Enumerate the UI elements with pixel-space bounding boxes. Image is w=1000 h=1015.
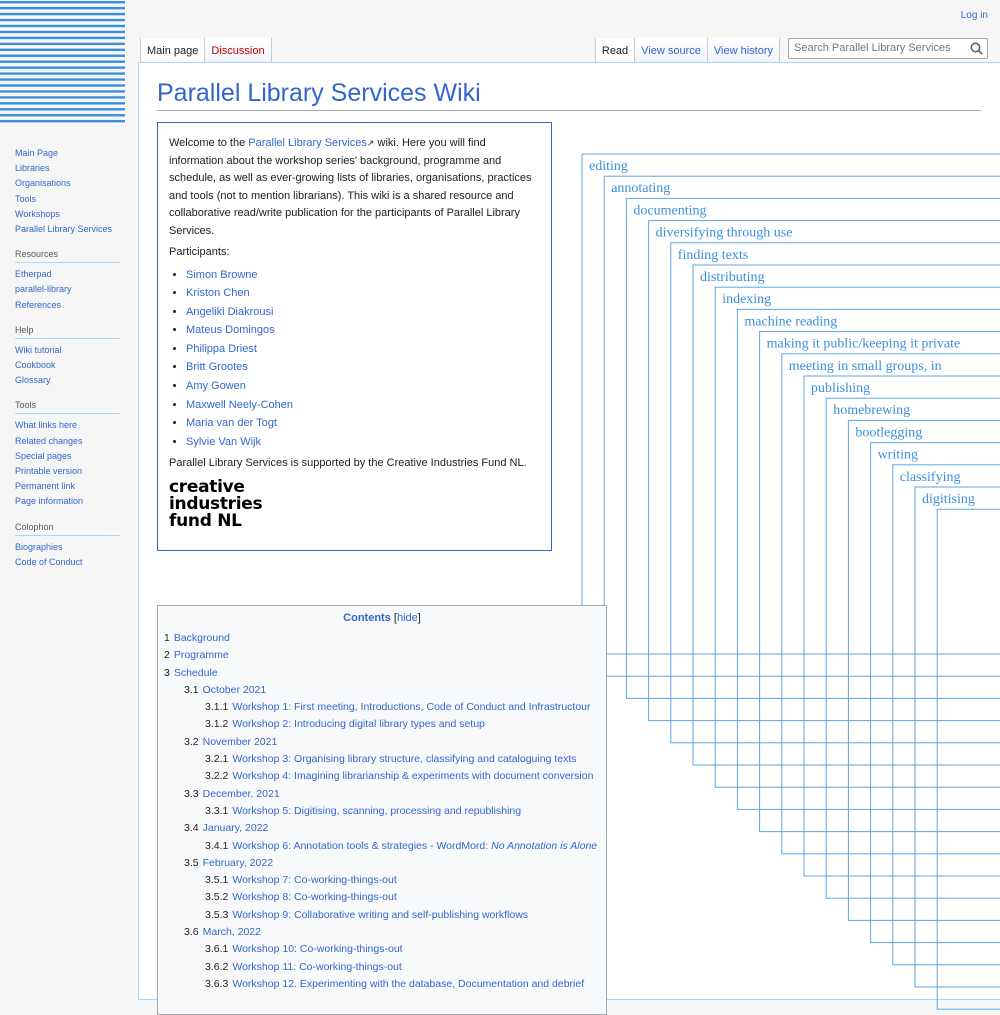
content-area [138,62,1000,1000]
sidebar-item-page-information[interactable]: Page information [15,496,84,507]
funder-logo-line: industries [169,493,263,514]
toc-link[interactable]: March, 2022 [202,926,261,939]
search-input[interactable] [788,38,988,59]
sidebar-item-parallel-library[interactable]: parallel-library [15,284,72,295]
toc-number: 3.5.1 [205,874,229,887]
toc-entry[interactable] [164,872,600,889]
logo-stripe [0,90,125,92]
logo-stripe [0,7,125,9]
toc-number: 3.6 [184,926,199,939]
sidebar-item-glossary[interactable]: Glossary [15,375,51,386]
toc-link[interactable]: December, 2021 [202,787,280,800]
diagram-word: bootlegging [855,425,923,441]
namespace-tabs [140,38,272,63]
toc-link[interactable]: Workshop 10: Co-working-things-out [232,943,403,956]
sidebar-item-parallel-library-services[interactable]: Parallel Library Services [15,224,113,235]
sidebar-item-cookbook[interactable]: Cookbook [15,360,56,371]
toc-link[interactable]: Workshop 11: Co-working-things-out [232,960,402,973]
tab-discussion[interactable]: Discussion [205,38,271,63]
search-icon[interactable] [970,42,983,55]
tab-main-page[interactable]: Main page [140,38,205,63]
tab-view-source[interactable]: View source [635,38,708,63]
logo-stripe [0,1,125,3]
participant-link[interactable]: Philippa Driest [186,342,257,355]
participant-item [186,340,540,359]
table-of-contents [157,605,607,1015]
toc-entry[interactable] [164,941,600,958]
sidebar-item-permanent-link[interactable]: Permanent link [15,481,76,492]
logo-stripe [0,108,125,110]
external-link-icon: ↗ [366,138,375,148]
support-text: Parallel Library Services is supported by the Creative Industries Fund NL. [169,457,527,470]
diagram-word: machine reading [744,314,838,330]
diagram-word: indexing [722,292,772,308]
sidebar-item-organisations[interactable]: Organisations [15,178,71,189]
diagram-word: digitising [922,492,975,507]
toc-entry[interactable] [164,838,600,855]
logo-stripe [0,49,125,51]
logo-stripe [0,120,125,122]
diagram-frame [937,509,1000,1009]
parallel-library-services-link[interactable]: Parallel Library Services [248,137,367,149]
page-title: Parallel Library Services Wiki [157,79,981,111]
toc-number: 3.3 [184,787,199,800]
toc-number: 3.2 [184,735,199,748]
sidebar-item-what-links-here[interactable]: What links here [15,420,78,431]
toc-link[interactable]: Background [173,632,230,644]
toc-number: 3.5.2 [205,891,229,904]
participant-link[interactable]: Mateus Domingos [186,324,275,337]
sidebar-item-tools[interactable]: Tools [15,193,37,204]
sidebar-item-related-changes[interactable]: Related changes [15,435,83,446]
diagram-frame [604,176,1000,676]
participant-item [186,358,540,377]
toc-entry[interactable] [164,786,600,803]
toc-entry[interactable] [164,889,600,906]
logo-stripe [0,37,125,39]
toc-number: 3.6.3 [205,977,229,990]
toc-entry[interactable] [164,630,600,647]
logo-stripe [0,25,125,27]
toc-link[interactable]: Workshop 9: Collaborative writing and self-publishing workflows [232,908,529,921]
toc-entry[interactable] [164,820,600,837]
participant-link[interactable]: Maxwell Neely-Cohen [186,398,293,411]
participant-link[interactable]: Sylvie Van Wijk [186,435,261,448]
toc-list [164,630,600,993]
search-placeholder: Search Parallel Library Services [794,42,951,54]
diagram-word: finding texts [677,247,749,263]
participant-item [186,321,540,340]
toc-number: 3.4.1 [205,839,229,852]
toc-link[interactable]: Workshop 12. Experimenting with the database, Documentation and debrief [232,977,585,990]
toc-number: 3.4 [184,822,199,835]
toc-link[interactable]: Workshop 7: Co-working-things-out [232,874,397,887]
toc-link-italic[interactable]: No Annotation is Alone [491,839,598,852]
logo-stripe [0,61,125,63]
toc-entry[interactable] [164,716,600,733]
logo-stripe [0,84,125,86]
logo-stripe [0,114,125,116]
toc-hide-link[interactable]: hide [396,612,418,624]
portal-heading-tools: Tools [15,400,120,414]
portal-heading-colophon: Colophon [15,522,120,536]
participant-link[interactable]: Simon Browne [186,268,258,281]
sidebar-item-special-pages[interactable]: Special pages [15,450,72,461]
toc-link[interactable]: February, 2022 [202,856,274,869]
toc-link[interactable]: October 2021 [202,683,267,696]
logo-stripe [0,55,125,57]
toc-entry[interactable] [164,699,600,716]
participant-item [186,284,540,303]
toc-number: 3.2.2 [205,770,229,783]
logo-stripe [0,13,125,15]
diagram-word: distributing [700,270,765,285]
toc-number: 3.5.3 [205,908,229,921]
diagram-word: meeting in small groups, in [788,358,942,374]
sidebar-item-wiki-tutorial[interactable]: Wiki tutorial [15,344,62,355]
toc-entry[interactable] [164,803,600,820]
toc-number: 3.3.1 [205,804,229,817]
toc-entry[interactable] [164,855,600,872]
toc-link[interactable]: Workshop 6: Annotation tools & strategies - WordMord: [232,839,492,852]
logo-stripe [0,66,125,68]
diagram-word: writing [877,447,919,463]
sidebar-item-workshops[interactable]: Workshops [15,208,60,219]
sidebar-item-etherpad[interactable]: Etherpad [15,269,52,280]
toc-number: 1 [164,632,170,644]
toc-link[interactable]: Workshop 8: Co-working-things-out [232,891,397,904]
tab-read[interactable]: Read [595,38,635,63]
toc-entry[interactable] [164,665,600,682]
participant-item [186,396,540,415]
toc-number: 3 [164,666,170,679]
sidebar-item-code-of-conduct[interactable]: Code of Conduct [15,556,83,567]
view-tabs [595,38,780,63]
toc-link[interactable]: Workshop 2: Introducing digital library types and setup [232,718,485,731]
sidebar-item-libraries[interactable]: Libraries [15,163,50,174]
funder-logo-line: fund NL [169,510,242,531]
portal-heading-help: Help [15,325,120,339]
diagram-word: diversifying through use [655,225,793,241]
logo-stripe [0,31,125,33]
toc-number: 3.1.2 [205,718,229,731]
toc-number: 3.6.1 [205,943,229,956]
creative-industries-fund-logo [169,476,540,531]
participant-link[interactable]: Britt Grootes [186,361,248,374]
participant-link[interactable]: Kriston Chen [186,287,250,300]
toc-number: 2 [164,649,170,662]
toc-link[interactable]: Workshop 5: Digitising, scanning, processing and republishing [232,804,522,817]
toc-entry[interactable] [164,768,600,785]
login-link[interactable]: Log in [960,10,988,21]
welcome-box [157,122,552,551]
toc-link[interactable]: Workshop 1: First meeting, Introductions, Code of Conduct and Infrastructour [232,701,591,714]
toc-link[interactable]: January, 2022 [202,822,269,835]
toc-number: 3.1.1 [205,701,229,714]
toc-entry[interactable] [164,907,600,924]
sidebar [15,146,120,570]
diagram-word: publishing [811,381,871,396]
participant-link[interactable]: Angeliki Diakrousi [186,305,274,318]
sidebar-item-main-page[interactable]: Main Page [15,148,59,158]
sidebar-item-biographies[interactable]: Biographies [15,541,63,552]
toc-link[interactable]: November 2021 [202,735,278,748]
diagram-word: making it public/keeping it private [766,336,961,352]
welcome-text: Welcome to the Parallel Library Services↗ wiki. Here you will find information about the workshop series' background, programme and schedule, as well as ever-growing lists of libraries, organisations, practices and tools (not to mention librarians). This wiki is a shared resource and collaborative read/write publication for the participants of Parallel Library Services. [169,137,532,237]
participant-item [186,303,540,322]
diagram-word: classifying [899,469,961,485]
logo-stripes [0,0,125,125]
toc-entry[interactable] [164,647,600,664]
toc-entry[interactable] [164,924,600,941]
diagram-frame [626,198,1000,698]
toc-number: 3.1 [184,683,199,696]
toc-entry[interactable] [164,751,600,768]
toc-entry[interactable] [164,976,600,993]
diagram-frame [915,487,1000,987]
diagram-frame [893,465,1000,965]
toc-title: Contents [hide] [343,612,421,624]
logo-stripe [0,102,125,104]
toc-number: 3.5 [184,856,199,869]
site-logo[interactable] [0,0,125,125]
participant-item [186,414,540,433]
funder-logo-line: creative [169,476,245,497]
participant-item [186,266,540,285]
toc-number: 3.2.1 [205,753,229,766]
toc-entry[interactable] [164,734,600,751]
sidebar-item-references[interactable]: References [15,299,62,310]
tab-view-history[interactable]: View history [708,38,780,63]
sidebar-item-printable-version[interactable]: Printable version [15,466,83,477]
logo-stripe [0,72,125,74]
diagram-word: documenting [633,203,707,219]
diagram-frame [871,443,1000,943]
participants-list [169,266,540,452]
toc-number: 3.6.2 [205,960,229,973]
toc-link[interactable]: Workshop 3: Organising library structure, classifying and cataloguing texts [232,753,577,766]
toc-link[interactable]: Programme [173,649,229,662]
toc-link[interactable]: Workshop 4: Imagining librarianship & experiments with document conversion [232,770,594,783]
toc-entry[interactable] [164,959,600,976]
toc-entry[interactable] [164,682,600,699]
participants-label: Participants: [169,246,230,258]
participant-link[interactable]: Maria van der Togt [186,417,277,430]
diagram-word: editing [589,159,628,174]
logo-stripe [0,96,125,98]
logo-stripe [0,43,125,45]
toc-link[interactable]: Schedule [173,666,218,679]
participant-item [186,377,540,396]
portal-heading-resources: Resources [15,249,120,263]
participant-item [186,433,540,452]
participant-link[interactable]: Amy Gowen [186,380,246,393]
logo-stripe [0,19,125,21]
logo-stripe [0,78,125,80]
practices-diagram [559,128,975,548]
diagram-word: annotating [611,181,671,197]
diagram-word: homebrewing [833,403,911,419]
